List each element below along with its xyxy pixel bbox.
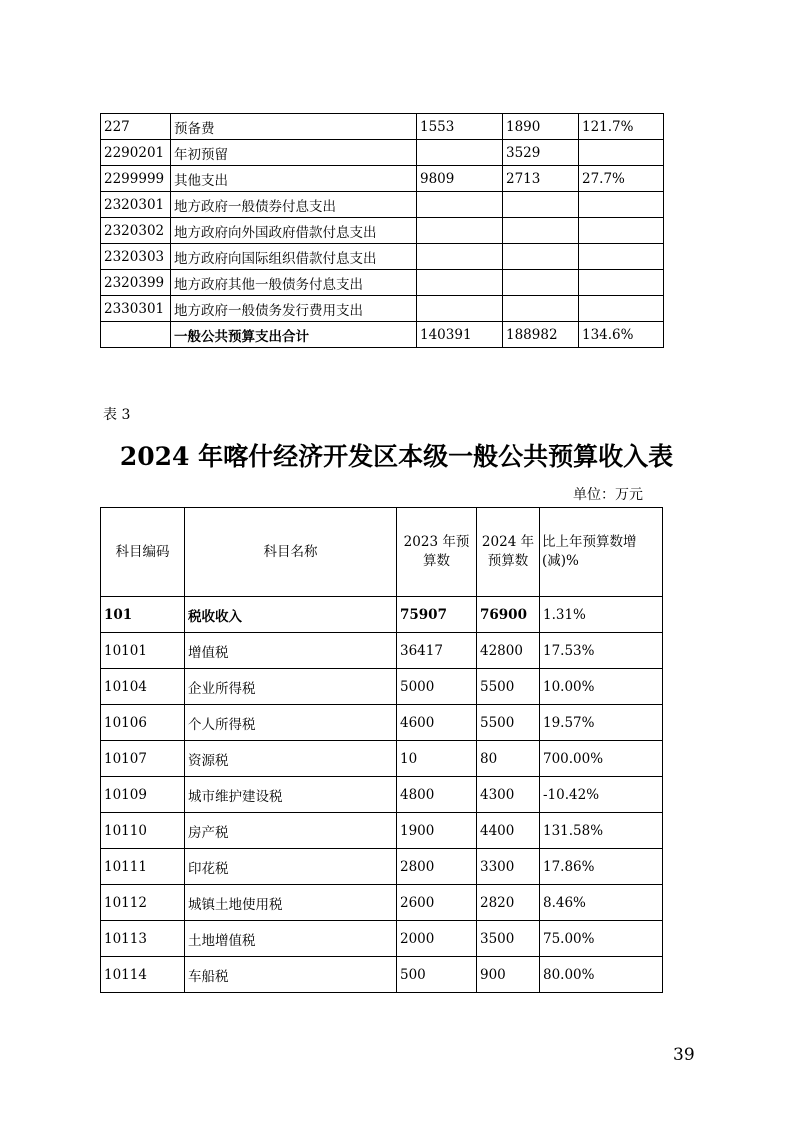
value-2023-cell: 10 [397,741,477,777]
ratio-cell [579,192,664,218]
value-2023-cell: 140391 [417,322,503,348]
unit-label: 单位：万元 [573,487,643,503]
ratio-cell: 134.6% [579,322,664,348]
ratio-cell [579,296,664,322]
value-2023-cell: 75907 [397,597,477,633]
table-row [101,741,663,777]
value-2023-cell [417,270,503,296]
header-change: 比上年预算数增(减)% [540,508,663,597]
name-cell: 年初预留 [171,140,417,166]
code-cell: 2320302 [101,218,171,244]
table-row [101,849,663,885]
value-2023-cell [417,218,503,244]
value-2024-cell [503,270,579,296]
value-2024-cell [503,244,579,270]
code-cell: 10110 [101,813,185,849]
value-2023-cell: 1900 [397,813,477,849]
value-2024-cell: 1890 [503,114,579,140]
change-cell: 17.53% [540,633,663,669]
value-2024-cell: 5500 [477,705,540,741]
value-2023-cell: 5000 [397,669,477,705]
name-cell: 印花税 [185,849,397,885]
code-cell: 10113 [101,921,185,957]
table-row [101,192,664,218]
code-cell: 227 [101,114,171,140]
change-cell: 80.00% [540,957,663,993]
value-2023-cell: 4600 [397,705,477,741]
value-2023-cell: 1553 [417,114,503,140]
code-cell: 10112 [101,885,185,921]
value-2024-cell: 4400 [477,813,540,849]
table-row [101,705,663,741]
change-cell: 131.58% [540,813,663,849]
value-2023-cell: 4800 [397,777,477,813]
value-2023-cell: 2800 [397,849,477,885]
value-2024-cell: 42800 [477,633,540,669]
header-name: 科目名称 [185,508,397,597]
table-row [101,777,663,813]
ratio-cell: 121.7% [579,114,664,140]
name-cell: 增值税 [185,633,397,669]
table-row [101,140,664,166]
total-row [101,322,664,348]
table-row [101,957,663,993]
name-cell: 城市维护建设税 [185,777,397,813]
code-cell [101,322,171,348]
value-2024-cell: 76900 [477,597,540,633]
value-2023-cell [417,192,503,218]
code-cell: 10111 [101,849,185,885]
value-2023-cell: 36417 [397,633,477,669]
name-cell: 车船税 [185,957,397,993]
value-2024-cell: 3500 [477,921,540,957]
table-row [101,597,663,633]
value-2023-cell: 2000 [397,921,477,957]
header-code: 科目编码 [101,508,185,597]
table-row [101,114,664,140]
value-2023-cell: 500 [397,957,477,993]
table-row [101,813,663,849]
change-cell: 17.86% [540,849,663,885]
name-cell: 资源税 [185,741,397,777]
table-header-row [101,508,663,597]
code-cell: 2290201 [101,140,171,166]
table-row [101,296,664,322]
name-cell: 其他支出 [171,166,417,192]
change-cell: 8.46% [540,885,663,921]
ratio-cell: 27.7% [579,166,664,192]
name-cell: 税收收入 [185,597,397,633]
table-number-label: 表 3 [103,407,131,423]
change-cell: 10.00% [540,669,663,705]
code-cell: 10106 [101,705,185,741]
code-cell: 2320301 [101,192,171,218]
table-row [101,270,664,296]
value-2024-cell: 2820 [477,885,540,921]
code-cell: 10114 [101,957,185,993]
header-2024: 2024 年预算数 [477,508,540,597]
code-cell: 101 [101,597,185,633]
ratio-cell [579,270,664,296]
value-2024-cell: 3529 [503,140,579,166]
value-2024-cell [503,296,579,322]
change-cell: 75.00% [540,921,663,957]
value-2023-cell: 2600 [397,885,477,921]
name-cell: 预备费 [171,114,417,140]
page-number: 39 [673,1045,695,1065]
value-2023-cell: 9809 [417,166,503,192]
ratio-cell [579,140,664,166]
name-cell: 城镇土地使用税 [185,885,397,921]
expense-table [100,113,664,348]
value-2024-cell: 5500 [477,669,540,705]
code-cell: 10109 [101,777,185,813]
code-cell: 10104 [101,669,185,705]
value-2024-cell [503,218,579,244]
value-2024-cell: 188982 [503,322,579,348]
table-row [101,669,663,705]
change-cell: 1.31% [540,597,663,633]
value-2024-cell: 900 [477,957,540,993]
page-title: 2024 年喀什经济开发区本级一般公共预算收入表 [119,442,674,471]
name-cell: 地方政府其他一般债务付息支出 [171,270,417,296]
ratio-cell [579,218,664,244]
name-cell: 地方政府向国际组织借款付息支出 [171,244,417,270]
change-cell: 700.00% [540,741,663,777]
code-cell: 2299999 [101,166,171,192]
table-row [101,218,664,244]
name-cell: 地方政府一般债券付息支出 [171,192,417,218]
value-2024-cell: 80 [477,741,540,777]
value-2023-cell [417,296,503,322]
code-cell: 10107 [101,741,185,777]
total-label: 一般公共预算支出合计 [171,322,417,348]
name-cell: 个人所得税 [185,705,397,741]
table-row [101,885,663,921]
code-cell: 2330301 [101,296,171,322]
change-cell: -10.42% [540,777,663,813]
change-cell: 19.57% [540,705,663,741]
name-cell: 房产税 [185,813,397,849]
name-cell: 地方政府向外国政府借款付息支出 [171,218,417,244]
name-cell: 地方政府一般债务发行费用支出 [171,296,417,322]
header-2023: 2023 年预算数 [397,508,477,597]
value-2023-cell [417,244,503,270]
code-cell: 2320399 [101,270,171,296]
table-row [101,244,664,270]
value-2024-cell: 4300 [477,777,540,813]
name-cell: 土地增值税 [185,921,397,957]
value-2024-cell [503,192,579,218]
value-2023-cell [417,140,503,166]
ratio-cell [579,244,664,270]
table-row [101,633,663,669]
revenue-table [100,507,663,993]
value-2024-cell: 2713 [503,166,579,192]
code-cell: 10101 [101,633,185,669]
name-cell: 企业所得税 [185,669,397,705]
table-row [101,921,663,957]
value-2024-cell: 3300 [477,849,540,885]
table-row [101,166,664,192]
code-cell: 2320303 [101,244,171,270]
